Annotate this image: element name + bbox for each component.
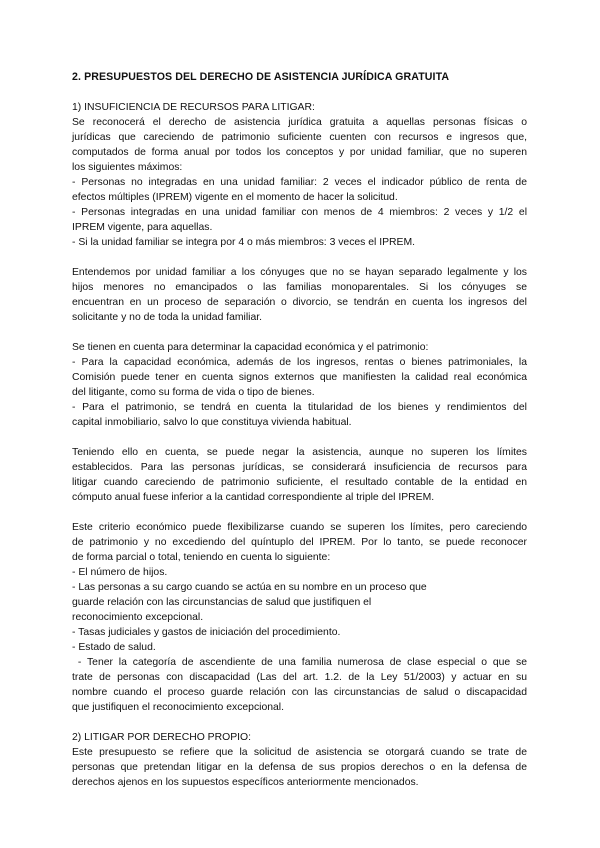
section-2-heading: 2) LITIGAR POR DERECHO PROPIO: <box>72 732 251 743</box>
text-line: del litigante, como su forma de vida o tipo de bienes. <box>72 387 315 398</box>
document-title: 2. PRESUPUESTOS DEL DERECHO DE ASISTENCIA JURÍDICA GRATUITA <box>72 71 450 83</box>
section-1-paragraph-4 <box>72 445 527 505</box>
text-line: solicitante y no de toda la unidad familiar. <box>72 312 263 323</box>
section-2-paragraph-1 <box>72 745 527 790</box>
text-line: - Para la capacidad económica, además de los ingresos, rentas o bienes patrimoniales, la <box>72 357 527 368</box>
text-line: capital inmobiliario, salvo lo que constituya vivienda habitual. <box>72 417 352 428</box>
text-line: establecidos. Para las personas jurídicas, se considerará insuficiencia de recursos para <box>72 462 527 473</box>
text-line: derechos ajenos en los supuestos específicos anteriormente mencionados. <box>72 777 419 788</box>
text-line: Este presupuesto se refiere que la solicitud de asistencia se otorgará cuando se trate de <box>72 747 527 758</box>
text-line: - Para el patrimonio, se tendrá en cuenta la titularidad de los bienes y rendimientos del <box>72 402 527 413</box>
text-line: de forma parcial o total, teniendo en cuenta lo siguiente: <box>72 552 331 563</box>
text-line: - Personas integradas en una unidad familiar con menos de 4 miembros: 2 veces y 1/2 el <box>72 207 527 218</box>
text-line: - Estado de salud. <box>72 642 156 653</box>
text-line: Este criterio económico puede flexibilizarse cuando se superen los límites, pero careciendo <box>72 522 527 533</box>
text-line: los siguientes máximos: <box>72 162 183 173</box>
text-line: de patrimonio y no excediendo del quíntuplo del IPREM. Por lo tanto, se puede reconocer <box>72 537 527 548</box>
section-1-heading: 1) INSUFICIENCIA DE RECURSOS PARA LITIGAR: <box>72 102 315 113</box>
text-line: - Tener la categoría de ascendiente de una familia numerosa de clase especial o que se <box>72 657 527 668</box>
section-1-paragraph-3 <box>72 340 527 430</box>
text-line: nombre cuando el proceso guarde relación con las circunstancias de salud o discapacidad <box>72 687 527 698</box>
text-line: personas que pretendan litigar en la defensa de sus propios derechos o en la defensa de <box>72 762 527 773</box>
text-line: - Las personas a su cargo cuando se actúa en su nombre en un proceso que <box>72 582 427 593</box>
text-line: Entendemos por unidad familiar a los cónyuges que no se hayan separado legalmente y los <box>72 267 527 278</box>
text-line: litigar cuando careciendo de patrimonio suficiente, el resultado contable de la entidad en <box>72 477 527 488</box>
section-1-paragraph-5 <box>72 520 527 715</box>
text-line: encuentran en un proceso de separación o divorcio, se tendrán en cuenta los ingresos del <box>72 297 527 308</box>
text-line: - Personas no integradas en una unidad familiar: 2 veces el indicador público de renta de <box>72 177 527 188</box>
text-line: cómputo anual fuese inferior a la cantidad correspondiente al triple del IPREM. <box>72 492 435 503</box>
text-line: - Si la unidad familiar se integra por 4 o más miembros: 3 veces el IPREM. <box>72 237 416 248</box>
text-line: IPREM vigente, para aquellas. <box>72 222 213 233</box>
text-line: computados de forma anual por todos los conceptos y por unidad familiar, que no superen <box>72 147 527 158</box>
text-line: trate de personas con discapacidad (Las del art. 1.2. de la Ley 51/2003) y actuar en su <box>72 672 527 683</box>
text-line: Teniendo ello en cuenta, se puede negar la asistencia, aunque no superen los límites <box>72 447 527 458</box>
text-line: hijos menores no emancipados o las familias monoparentales. Si los cónyuges se <box>72 282 527 293</box>
section-1-paragraph-2 <box>72 265 527 325</box>
text-line: Se tienen en cuenta para determinar la capacidad económica y el patrimonio: <box>72 342 429 353</box>
text-line: efectos múltiples (IPREM) vigente en el momento de hacer la solicitud. <box>72 192 398 203</box>
text-line: reconocimiento excepcional. <box>72 612 204 623</box>
section-1-paragraph-1 <box>72 115 527 250</box>
text-line: Comisión puede tener en cuenta signos externos que manifiesten la calidad real económica <box>72 372 527 383</box>
text-line: Se reconocerá el derecho de asistencia jurídica gratuita a aquellas personas físicas o <box>72 117 527 128</box>
text-line: - Tasas judiciales y gastos de iniciación del procedimiento. <box>72 627 341 638</box>
text-line: jurídicas que careciendo de patrimonio suficiente cuenten con recursos e ingresos que, <box>72 132 527 143</box>
text-line: que justifiquen el reconocimiento excepcional. <box>72 702 284 713</box>
text-line: guarde relación con las circunstancias de salud que justifiquen el <box>72 597 372 608</box>
text-line: - El número de hijos. <box>72 567 168 578</box>
